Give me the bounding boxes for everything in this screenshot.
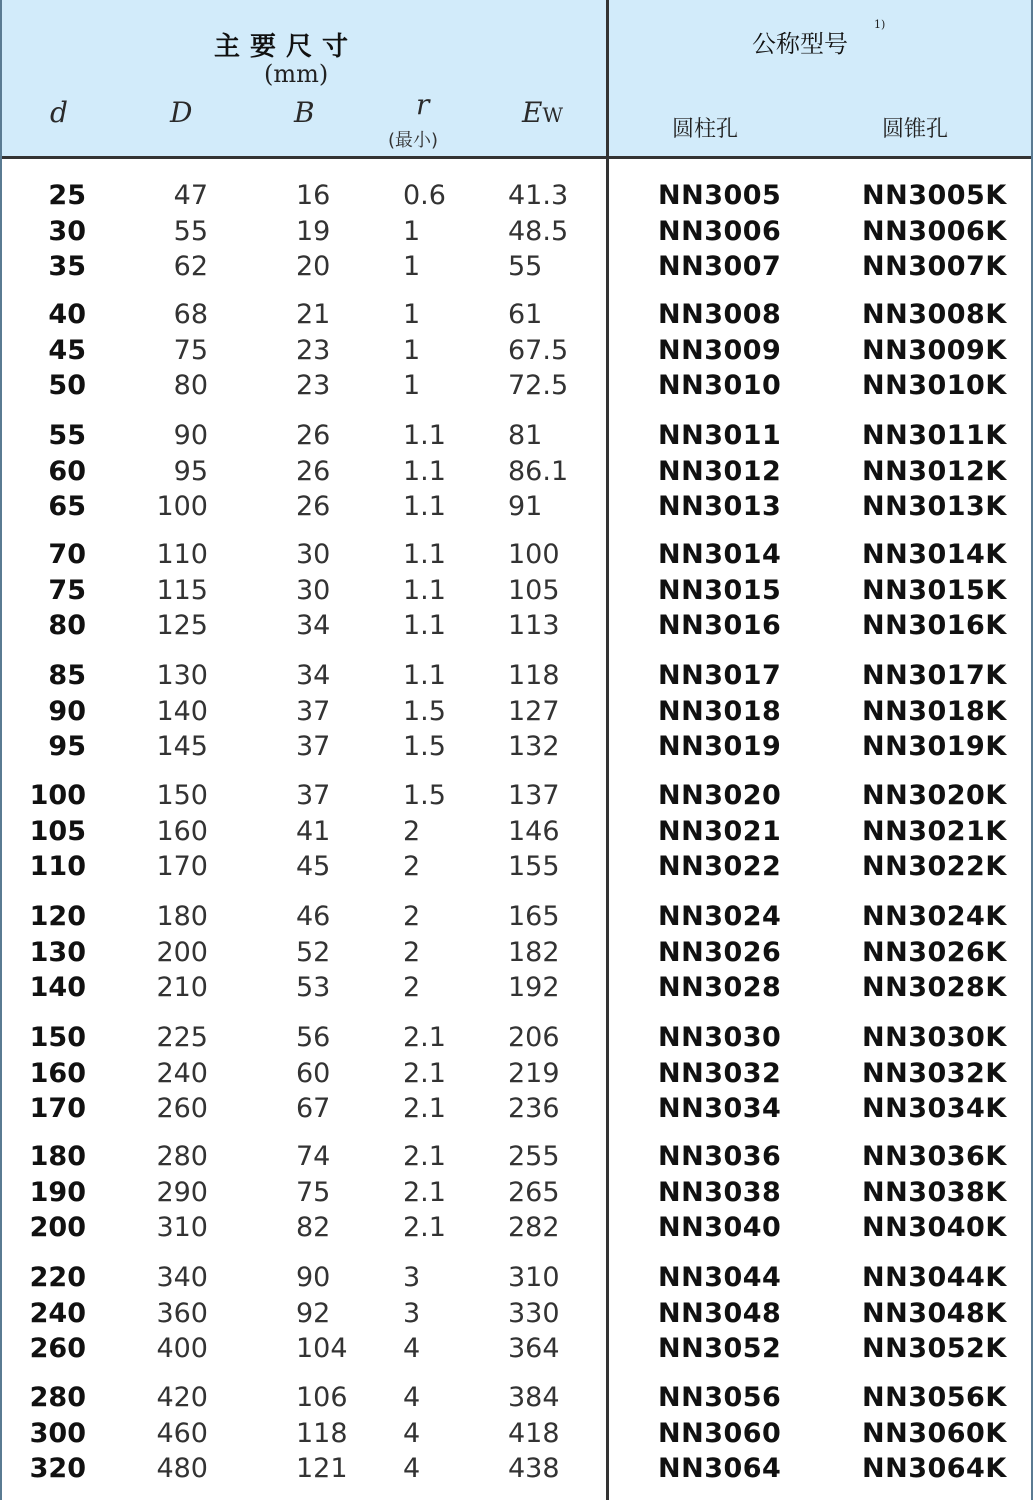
cell-chamfer-r: 1 bbox=[403, 215, 421, 247]
cell-width-B: 20 bbox=[296, 251, 331, 282]
cell-model-cylindrical: NN3048 bbox=[658, 1297, 782, 1329]
cell-outer-D: 170 bbox=[156, 851, 208, 882]
cell-bore-d: 80 bbox=[48, 610, 86, 641]
cell-model-cylindrical: NN3009 bbox=[658, 334, 782, 366]
cell-bore-d: 110 bbox=[29, 851, 86, 882]
cell-chamfer-r: 1.1 bbox=[403, 660, 446, 691]
cell-outer-D: 160 bbox=[156, 815, 208, 847]
cell-model-cylindrical: NN3034 bbox=[658, 1093, 782, 1124]
cell-ew: 48.5 bbox=[508, 215, 569, 247]
cell-ew: 118 bbox=[508, 660, 560, 691]
cell-model-tapered: NN3048K bbox=[862, 1297, 1007, 1329]
cell-width-B: 37 bbox=[296, 695, 331, 727]
cell-model-tapered: NN3032K bbox=[862, 1057, 1007, 1089]
table-frame-left bbox=[0, 0, 2, 1500]
cell-bore-d: 45 bbox=[48, 334, 86, 366]
cell-outer-D: 290 bbox=[156, 1176, 208, 1208]
col-header-ew-subscript: W bbox=[542, 103, 564, 127]
cell-bore-d: 160 bbox=[29, 1057, 86, 1089]
cell-ew: 165 bbox=[508, 901, 560, 932]
cell-width-B: 16 bbox=[296, 180, 331, 211]
cell-ew: 330 bbox=[508, 1297, 560, 1329]
cell-outer-D: 310 bbox=[156, 1212, 208, 1243]
cell-outer-D: 47 bbox=[173, 180, 208, 211]
cell-bore-d: 35 bbox=[48, 251, 86, 282]
cell-model-cylindrical: NN3052 bbox=[658, 1333, 782, 1364]
cell-outer-D: 225 bbox=[156, 1022, 208, 1053]
cell-model-tapered: NN3064K bbox=[862, 1453, 1007, 1484]
cell-model-tapered: NN3060K bbox=[862, 1417, 1007, 1449]
col-header-r: r bbox=[416, 88, 430, 121]
cell-ew: 146 bbox=[508, 815, 560, 847]
cell-chamfer-r: 2 bbox=[403, 936, 421, 968]
cell-chamfer-r: 2.1 bbox=[403, 1057, 446, 1089]
cell-width-B: 26 bbox=[296, 455, 331, 487]
cell-bore-d: 300 bbox=[29, 1417, 86, 1449]
cell-model-tapered: NN3021K bbox=[862, 815, 1007, 847]
cell-bore-d: 170 bbox=[29, 1093, 86, 1124]
col-header-B: B bbox=[294, 96, 315, 129]
cell-model-tapered: NN3007K bbox=[862, 251, 1007, 282]
cell-bore-d: 260 bbox=[29, 1333, 86, 1364]
cell-bore-d: 180 bbox=[29, 1141, 86, 1172]
cell-model-cylindrical: NN3017 bbox=[658, 660, 782, 691]
cell-outer-D: 110 bbox=[156, 539, 208, 570]
cell-model-tapered: NN3040K bbox=[862, 1212, 1007, 1243]
cell-chamfer-r: 0.6 bbox=[403, 180, 446, 211]
cell-model-cylindrical: NN3032 bbox=[658, 1057, 782, 1089]
col-header-D: D bbox=[170, 96, 193, 129]
cell-bore-d: 150 bbox=[29, 1022, 86, 1053]
cell-model-tapered: NN3019K bbox=[862, 731, 1007, 762]
cell-outer-D: 80 bbox=[173, 370, 208, 401]
cell-width-B: 26 bbox=[296, 491, 331, 522]
cell-chamfer-r: 1.5 bbox=[403, 731, 446, 762]
cell-chamfer-r: 1.1 bbox=[403, 455, 446, 487]
cell-bore-d: 130 bbox=[29, 936, 86, 968]
cell-width-B: 46 bbox=[296, 901, 331, 932]
cell-ew: 155 bbox=[508, 851, 560, 882]
cell-chamfer-r: 3 bbox=[403, 1262, 421, 1293]
cell-outer-D: 90 bbox=[173, 420, 208, 451]
cell-width-B: 53 bbox=[296, 972, 331, 1003]
cell-outer-D: 150 bbox=[156, 780, 208, 811]
cell-model-cylindrical: NN3006 bbox=[658, 215, 782, 247]
cell-outer-D: 200 bbox=[156, 936, 208, 968]
cell-ew: 137 bbox=[508, 780, 560, 811]
cell-outer-D: 360 bbox=[156, 1297, 208, 1329]
cell-model-tapered: NN3008K bbox=[862, 299, 1007, 330]
cell-width-B: 23 bbox=[296, 370, 331, 401]
cell-width-B: 75 bbox=[296, 1176, 331, 1208]
cell-outer-D: 55 bbox=[173, 215, 208, 247]
cell-width-B: 121 bbox=[296, 1453, 348, 1484]
col-header-r-min: (最小) bbox=[388, 130, 439, 151]
cell-model-tapered: NN3006K bbox=[862, 215, 1007, 247]
cell-width-B: 37 bbox=[296, 731, 331, 762]
cell-ew: 86.1 bbox=[508, 455, 569, 487]
nominal-designation-heading: 公称型号 bbox=[752, 30, 848, 58]
cell-width-B: 118 bbox=[296, 1417, 348, 1449]
cell-chamfer-r: 4 bbox=[403, 1453, 421, 1484]
cell-chamfer-r: 1.5 bbox=[403, 695, 446, 727]
cell-ew: 132 bbox=[508, 731, 560, 762]
cell-chamfer-r: 4 bbox=[403, 1417, 421, 1449]
cell-bore-d: 190 bbox=[29, 1176, 86, 1208]
cell-bore-d: 320 bbox=[29, 1453, 86, 1484]
cell-bore-d: 240 bbox=[29, 1297, 86, 1329]
cell-chamfer-r: 2.1 bbox=[403, 1176, 446, 1208]
cell-width-B: 34 bbox=[296, 660, 331, 691]
cell-model-cylindrical: NN3005 bbox=[658, 180, 782, 211]
cell-model-cylindrical: NN3013 bbox=[658, 491, 782, 522]
cell-chamfer-r: 1 bbox=[403, 251, 421, 282]
cell-chamfer-r: 2 bbox=[403, 815, 421, 847]
cell-ew: 105 bbox=[508, 574, 560, 606]
cell-outer-D: 100 bbox=[156, 491, 208, 522]
cell-outer-D: 280 bbox=[156, 1141, 208, 1172]
cell-width-B: 26 bbox=[296, 420, 331, 451]
cell-width-B: 106 bbox=[296, 1382, 348, 1413]
cell-model-cylindrical: NN3019 bbox=[658, 731, 782, 762]
cell-ew: 61 bbox=[508, 299, 543, 330]
cell-model-tapered: NN3044K bbox=[862, 1262, 1007, 1293]
cell-model-cylindrical: NN3016 bbox=[658, 610, 782, 641]
cell-ew: 113 bbox=[508, 610, 560, 641]
cell-model-tapered: NN3022K bbox=[862, 851, 1007, 882]
cell-width-B: 90 bbox=[296, 1262, 331, 1293]
cell-ew: 418 bbox=[508, 1417, 560, 1449]
cell-width-B: 92 bbox=[296, 1297, 331, 1329]
cell-model-cylindrical: NN3030 bbox=[658, 1022, 782, 1053]
cell-chamfer-r: 1 bbox=[403, 299, 421, 330]
cell-chamfer-r: 3 bbox=[403, 1297, 421, 1329]
cell-ew: 265 bbox=[508, 1176, 560, 1208]
cell-model-tapered: NN3056K bbox=[862, 1382, 1007, 1413]
cell-ew: 219 bbox=[508, 1057, 560, 1089]
header-divider bbox=[0, 156, 1033, 159]
col-header-ew bbox=[522, 96, 563, 129]
cell-width-B: 82 bbox=[296, 1212, 331, 1243]
cell-chamfer-r: 2 bbox=[403, 901, 421, 932]
cell-ew: 282 bbox=[508, 1212, 560, 1243]
cell-outer-D: 130 bbox=[156, 660, 208, 691]
cell-model-cylindrical: NN3056 bbox=[658, 1382, 782, 1413]
cell-model-cylindrical: NN3022 bbox=[658, 851, 782, 882]
cell-model-tapered: NN3024K bbox=[862, 901, 1007, 932]
cell-bore-d: 85 bbox=[48, 660, 86, 691]
cell-width-B: 52 bbox=[296, 936, 331, 968]
cell-model-tapered: NN3009K bbox=[862, 334, 1007, 366]
cell-model-cylindrical: NN3020 bbox=[658, 780, 782, 811]
cell-outer-D: 95 bbox=[173, 455, 208, 487]
cell-bore-d: 100 bbox=[29, 780, 86, 811]
cell-chamfer-r: 1 bbox=[403, 370, 421, 401]
cell-bore-d: 95 bbox=[48, 731, 86, 762]
cell-chamfer-r: 4 bbox=[403, 1333, 421, 1364]
cell-bore-d: 90 bbox=[48, 695, 86, 727]
cell-model-tapered: NN3012K bbox=[862, 455, 1007, 487]
cell-bore-d: 50 bbox=[48, 370, 86, 401]
cell-width-B: 34 bbox=[296, 610, 331, 641]
cell-model-cylindrical: NN3012 bbox=[658, 455, 782, 487]
main-dimensions-heading: 主要尺寸 bbox=[214, 32, 359, 62]
cell-ew: 100 bbox=[508, 539, 560, 570]
cell-width-B: 21 bbox=[296, 299, 331, 330]
cell-chamfer-r: 2.1 bbox=[403, 1212, 446, 1243]
cell-width-B: 41 bbox=[296, 815, 331, 847]
cell-ew: 55 bbox=[508, 251, 543, 282]
cell-model-cylindrical: NN3008 bbox=[658, 299, 782, 330]
cell-bore-d: 65 bbox=[48, 491, 86, 522]
cell-chamfer-r: 1.1 bbox=[403, 491, 446, 522]
cell-model-tapered: NN3052K bbox=[862, 1333, 1007, 1364]
cell-chamfer-r: 2.1 bbox=[403, 1022, 446, 1053]
cell-outer-D: 145 bbox=[156, 731, 208, 762]
cell-model-tapered: NN3038K bbox=[862, 1176, 1007, 1208]
cell-model-cylindrical: NN3014 bbox=[658, 539, 782, 570]
cell-model-cylindrical: NN3015 bbox=[658, 574, 782, 606]
cell-width-B: 19 bbox=[296, 215, 331, 247]
cell-chamfer-r: 2 bbox=[403, 851, 421, 882]
cell-model-tapered: NN3014K bbox=[862, 539, 1007, 570]
cell-ew: 206 bbox=[508, 1022, 560, 1053]
cell-width-B: 37 bbox=[296, 780, 331, 811]
cell-model-cylindrical: NN3044 bbox=[658, 1262, 782, 1293]
cell-model-cylindrical: NN3040 bbox=[658, 1212, 782, 1243]
cell-outer-D: 68 bbox=[173, 299, 208, 330]
cell-chamfer-r: 1.1 bbox=[403, 610, 446, 641]
cell-bore-d: 75 bbox=[48, 574, 86, 606]
col-header-tapered-bore: 圆锥孔 bbox=[882, 117, 949, 142]
cell-outer-D: 210 bbox=[156, 972, 208, 1003]
cell-ew: 255 bbox=[508, 1141, 560, 1172]
cell-model-tapered: NN3011K bbox=[862, 420, 1007, 451]
cell-model-cylindrical: NN3018 bbox=[658, 695, 782, 727]
cell-model-tapered: NN3028K bbox=[862, 972, 1007, 1003]
column-divider bbox=[606, 0, 609, 1500]
col-header-ew-letter: E bbox=[522, 96, 543, 129]
cell-width-B: 30 bbox=[296, 574, 331, 606]
cell-bore-d: 25 bbox=[48, 180, 86, 211]
cell-model-cylindrical: NN3064 bbox=[658, 1453, 782, 1484]
cell-width-B: 60 bbox=[296, 1057, 331, 1089]
cell-outer-D: 480 bbox=[156, 1453, 208, 1484]
cell-outer-D: 340 bbox=[156, 1262, 208, 1293]
cell-outer-D: 260 bbox=[156, 1093, 208, 1124]
cell-ew: 384 bbox=[508, 1382, 560, 1413]
cell-chamfer-r: 1 bbox=[403, 334, 421, 366]
cell-bore-d: 55 bbox=[48, 420, 86, 451]
cell-ew: 364 bbox=[508, 1333, 560, 1364]
cell-model-tapered: NN3018K bbox=[862, 695, 1007, 727]
cell-bore-d: 120 bbox=[29, 901, 86, 932]
cell-model-tapered: NN3036K bbox=[862, 1141, 1007, 1172]
cell-model-tapered: NN3034K bbox=[862, 1093, 1007, 1124]
cell-bore-d: 140 bbox=[29, 972, 86, 1003]
cell-model-cylindrical: NN3007 bbox=[658, 251, 782, 282]
cell-outer-D: 240 bbox=[156, 1057, 208, 1089]
cell-outer-D: 400 bbox=[156, 1333, 208, 1364]
cell-width-B: 74 bbox=[296, 1141, 331, 1172]
cell-model-tapered: NN3030K bbox=[862, 1022, 1007, 1053]
cell-model-cylindrical: NN3028 bbox=[658, 972, 782, 1003]
cell-model-tapered: NN3020K bbox=[862, 780, 1007, 811]
cell-outer-D: 420 bbox=[156, 1382, 208, 1413]
cell-model-tapered: NN3013K bbox=[862, 491, 1007, 522]
cell-model-tapered: NN3015K bbox=[862, 574, 1007, 606]
cell-ew: 91 bbox=[508, 491, 543, 522]
cell-outer-D: 125 bbox=[156, 610, 208, 641]
cell-ew: 72.5 bbox=[508, 370, 569, 401]
cell-chamfer-r: 2.1 bbox=[403, 1141, 446, 1172]
cell-chamfer-r: 1.1 bbox=[403, 574, 446, 606]
cell-ew: 67.5 bbox=[508, 334, 569, 366]
cell-chamfer-r: 1.5 bbox=[403, 780, 446, 811]
cell-bore-d: 280 bbox=[29, 1382, 86, 1413]
footnote-mark: 1) bbox=[874, 18, 886, 31]
cell-ew: 182 bbox=[508, 936, 560, 968]
cell-bore-d: 220 bbox=[29, 1262, 86, 1293]
cell-model-tapered: NN3010K bbox=[862, 370, 1007, 401]
cell-model-cylindrical: NN3011 bbox=[658, 420, 782, 451]
cell-width-B: 67 bbox=[296, 1093, 331, 1124]
cell-ew: 236 bbox=[508, 1093, 560, 1124]
cell-model-tapered: NN3026K bbox=[862, 936, 1007, 968]
cell-bore-d: 200 bbox=[29, 1212, 86, 1243]
cell-outer-D: 460 bbox=[156, 1417, 208, 1449]
cell-width-B: 30 bbox=[296, 539, 331, 570]
cell-bore-d: 60 bbox=[48, 455, 86, 487]
cell-chamfer-r: 2 bbox=[403, 972, 421, 1003]
cell-model-cylindrical: NN3010 bbox=[658, 370, 782, 401]
cell-model-tapered: NN3017K bbox=[862, 660, 1007, 691]
cell-outer-D: 62 bbox=[173, 251, 208, 282]
cell-bore-d: 105 bbox=[29, 815, 86, 847]
cell-ew: 310 bbox=[508, 1262, 560, 1293]
cell-ew: 41.3 bbox=[508, 180, 569, 211]
cell-width-B: 56 bbox=[296, 1022, 331, 1053]
cell-width-B: 45 bbox=[296, 851, 331, 882]
cell-chamfer-r: 1.1 bbox=[403, 420, 446, 451]
cell-model-cylindrical: NN3038 bbox=[658, 1176, 782, 1208]
cell-model-cylindrical: NN3036 bbox=[658, 1141, 782, 1172]
col-header-d: d bbox=[50, 96, 68, 129]
cell-chamfer-r: 1.1 bbox=[403, 539, 446, 570]
col-header-cylindrical-bore: 圆柱孔 bbox=[672, 117, 739, 142]
cell-model-cylindrical: NN3026 bbox=[658, 936, 782, 968]
cell-model-tapered: NN3016K bbox=[862, 610, 1007, 641]
table-frame-right bbox=[1031, 0, 1033, 1500]
cell-model-cylindrical: NN3060 bbox=[658, 1417, 782, 1449]
cell-ew: 81 bbox=[508, 420, 543, 451]
cell-model-tapered: NN3005K bbox=[862, 180, 1007, 211]
cell-outer-D: 180 bbox=[156, 901, 208, 932]
cell-outer-D: 75 bbox=[173, 334, 208, 366]
cell-chamfer-r: 4 bbox=[403, 1382, 421, 1413]
unit-label: (mm) bbox=[264, 60, 329, 88]
cell-bore-d: 70 bbox=[48, 539, 86, 570]
cell-ew: 127 bbox=[508, 695, 560, 727]
cell-chamfer-r: 2.1 bbox=[403, 1093, 446, 1124]
cell-ew: 192 bbox=[508, 972, 560, 1003]
cell-ew: 438 bbox=[508, 1453, 560, 1484]
cell-width-B: 23 bbox=[296, 334, 331, 366]
cell-width-B: 104 bbox=[296, 1333, 348, 1364]
cell-model-cylindrical: NN3024 bbox=[658, 901, 782, 932]
cell-model-cylindrical: NN3021 bbox=[658, 815, 782, 847]
cell-outer-D: 140 bbox=[156, 695, 208, 727]
cell-bore-d: 30 bbox=[48, 215, 86, 247]
cell-outer-D: 115 bbox=[156, 574, 208, 606]
cell-bore-d: 40 bbox=[48, 299, 86, 330]
